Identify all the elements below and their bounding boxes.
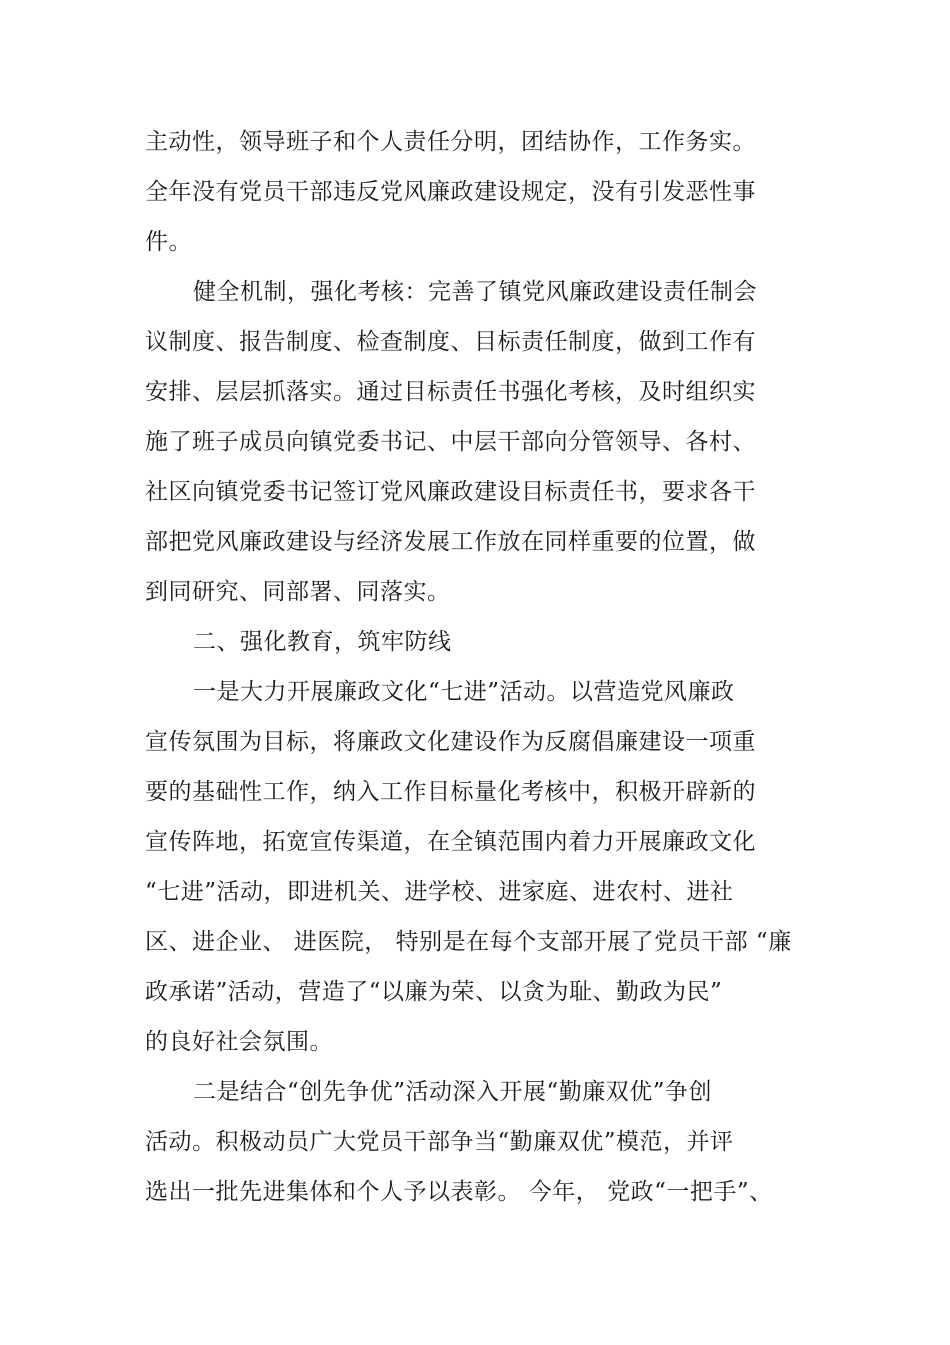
section-heading: 二、强化教育，筑牢防线 — [193, 629, 452, 655]
paragraph-first-line: 一是大力开展廉政文化“七进”活动。以营造党风廉政 — [193, 679, 735, 705]
text-line: 全年没有党员干部违反党风廉政建设规定，没有引发恶性事 — [145, 179, 756, 205]
text-line: 部把党风廉政建设与经济发展工作放在同样重要的位置，做 — [145, 529, 756, 555]
text-line: 施了班子成员向镇党委书记、中层干部向分管领导、各村、 — [145, 429, 756, 455]
text-line: 议制度、报告制度、检查制度、目标责任制度，做到工作有 — [145, 329, 756, 355]
text-line: “七进”活动，即进机关、进学校、进家庭、进农村、进社 — [145, 879, 734, 905]
text-line: 的良好社会氛围。 — [145, 1029, 333, 1055]
text-line: 到同研究、同部署、同落实。 — [145, 579, 451, 605]
text-line: 政承诺”活动，营造了“以廉为荣、以贪为耻、勤政为民” — [145, 979, 723, 1005]
text-line: 活动。积极动员广大党员干部争当“勤廉双优”模范，并评 — [145, 1129, 734, 1155]
text-line: 安排、层层抓落实。通过目标责任书强化考核，及时组织实 — [145, 379, 756, 405]
text-line: 主动性，领导班子和个人责任分明，团结协作，工作务实。 — [145, 129, 756, 155]
paragraph-first-line: 健全机制，强化考核：完善了镇党风廉政建设责任制会 — [193, 279, 757, 305]
paragraph-first-line: 二是结合“创先争优”活动深入开展“勤廉双优”争创 — [193, 1079, 713, 1105]
text-line: 要的基础性工作，纳入工作目标量化考核中，积极开辟新的 — [145, 779, 756, 805]
text-line: 社区向镇党委书记签订党风廉政建设目标责任书，要求各干 — [145, 479, 756, 505]
text-line: 宣传氛围为目标，将廉政文化建设作为反腐倡廉建设一项重 — [145, 729, 756, 755]
text-line: 件。 — [145, 229, 192, 255]
text-line: 区、进企业、 进医院， 特别是在每个支部开展了党员干部 “廉 — [145, 929, 792, 955]
text-line: 宣传阵地，拓宽宣传渠道，在全镇范围内着力开展廉政文化 — [145, 829, 756, 855]
text-line: 选出一批先进集体和个人予以表彰。 今年， 党政“一把手”、 — [145, 1179, 773, 1205]
